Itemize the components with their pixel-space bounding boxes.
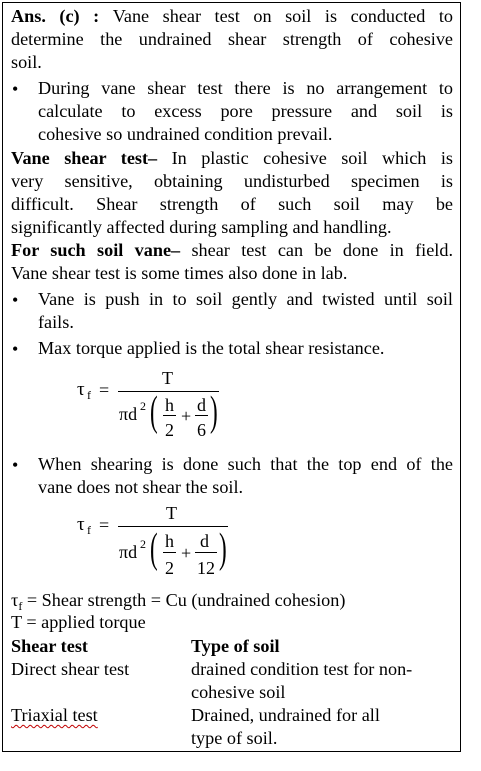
row2-soil-line-1: Drained, undrained for all [191,705,380,725]
row2-test [11,704,98,727]
vane-line-4: significantly affected during sampling and handling. [11,217,392,237]
bullet-icon: • [12,79,19,99]
intro-text-1: Vane shear test on soil is conducted to [112,6,454,26]
h-numerator: h [165,531,174,551]
d-denominator: 12 [197,558,215,578]
field-line-2: Vane shear test is some times also done in lab. [11,263,348,283]
equals-sign: = [99,515,110,535]
row1-test: Direct shear test [11,659,130,679]
def-torque: T = applied torque [11,612,146,632]
plus-sign: + [181,406,192,426]
h-denominator: 2 [165,420,174,440]
vane-text-1: In plastic cohesive soil which is [171,148,453,168]
numerator-torque: T [162,368,173,388]
bullet2-line-1: Vane is push in to soil gently and twisted until soil [38,289,453,309]
tau-subscript: f [87,388,91,402]
table-header-soil [191,635,280,658]
intro-line-2: determine the undrained shear strength of cohesive [11,29,453,49]
d-fraction-bar [195,552,217,553]
tau-subscript: f [87,523,91,537]
h-fraction-bar [163,552,176,553]
bullet1-line-3: cohesive so undrained condition prevail. [38,124,333,144]
def-shear-strength-text: = Shear strength = Cu (undrained cohesion) [26,590,346,610]
square-exponent: 2 [140,399,146,413]
tau-symbol: τ [77,514,85,535]
pi-d: πd [119,404,138,424]
header-shear-test: Shear test [11,636,88,656]
intro-line-3: soil. [11,52,42,72]
d-numerator: d [200,531,209,551]
d-denominator: 6 [197,420,206,440]
answer-label: Ans. (c) : [11,6,100,26]
tau-subscript: f [18,599,23,613]
field-heading: For such soil vane– [11,240,181,260]
square-exponent: 2 [140,537,146,551]
plus-sign: + [181,543,192,563]
tau-symbol: τ [11,590,19,610]
bullet-icon: • [12,455,19,475]
vane-line-3: difficult. Shear strength of such soil may be [11,194,453,214]
row1-soil-line-1: drained condition test for non- [191,659,413,679]
numerator-torque: T [166,503,177,523]
bullet1-line-1: During vane shear test there is no arrangement to [38,78,453,98]
bullet4-line-2: vane does not shear the soil. [38,477,244,497]
vane-heading: Vane shear test– [11,148,158,168]
row2-soil-line-2: type of soil. [191,728,278,748]
h-numerator: h [165,395,174,415]
bullet1-line-2: calculate to excess pore pressure and soil is [38,101,453,121]
bullet2-line-2: fails. [38,312,74,332]
bullet-icon: • [12,339,19,359]
left-paren: ( [150,389,158,435]
h-denominator: 2 [165,558,174,578]
table-header-test [11,635,88,658]
tau-symbol: τ [77,379,85,400]
bullet4-line-1: When shearing is done such that the top end of the [38,454,453,474]
right-paren: ) [210,389,218,435]
equals-sign: = [99,380,110,400]
d-numerator: d [197,395,206,415]
fraction-bar [118,526,228,527]
right-paren: ) [219,526,227,572]
bullet-icon: • [12,290,19,310]
bullet3-line: Max torque applied is the total shear resistance. [38,338,385,358]
left-paren: ( [150,526,158,572]
field-text-1: shear test can be done in field. [191,240,453,260]
header-type-of-soil: Type of soil [191,636,280,656]
pi-d: πd [119,542,138,562]
row1-soil-line-2: cohesive soil [191,682,286,702]
vane-line-2: very sensitive, obtaining undisturbed specimen is [11,171,453,191]
row2-test-text: Triaxial test [11,705,98,725]
